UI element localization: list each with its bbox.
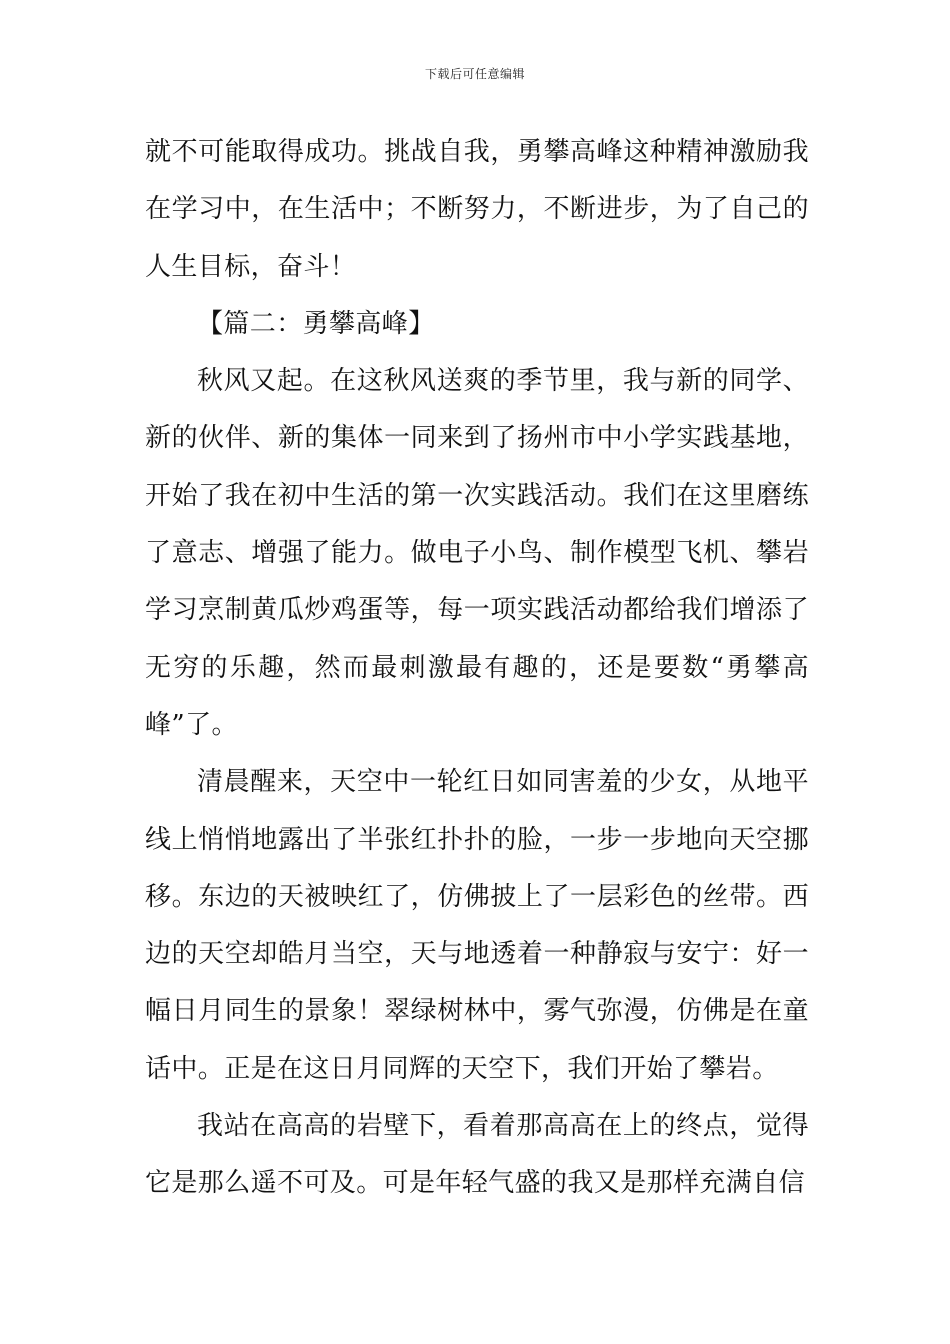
paragraph-autumn-practice: 秋风又起。在这秋风送爽的季节里，我与新的同学、新的伙伴、新的集体一同来到了扬州市中小学实践基地，开始了我在初中生活的第一次实践活动。我们在这里磨练了意志、增强了能力。做电子小鸟、制作模型飞机、攀岩学习烹制黄瓜炒鸡蛋等，每一项实践活动都给我们增添了无穷的乐趣，然而最刺激最有趣的，还是要数“勇攀高峰”了。: [145, 366, 809, 740]
document-body: [145, 124, 809, 1213]
paragraph-rock-wall: 我站在高高的岩壁下，看着那高高在上的终点，觉得它是那么遥不可及。可是年轻气盛的我又是那样充满自信: [145, 1111, 809, 1199]
section-heading: 【篇二：勇攀高峰】: [197, 308, 435, 339]
paragraph-continuation: 就不可能取得成功。挑战自我，勇攀高峰这种精神激励我在学习中，在生活中；不断努力，不断进步，为了自己的人生目标，奋斗！: [145, 137, 809, 282]
paragraph-morning-scene: 清晨醒来，天空中一轮红日如同害羞的少女，从地平线上悄悄地露出了半张红扑扑的脸，一步一步地向天空挪移。东边的天被映红了，仿佛披上了一层彩色的丝带。西边的天空却皓月当空，天与地透着一种静寂与安宁：好一幅日月同生的景象！翠绿树林中，雾气弥漫，仿佛是在童话中。正是在这日月同辉的天空下，我们开始了攀岩。: [145, 767, 809, 1084]
page-header: 下载后可任意编辑: [424, 67, 525, 81]
